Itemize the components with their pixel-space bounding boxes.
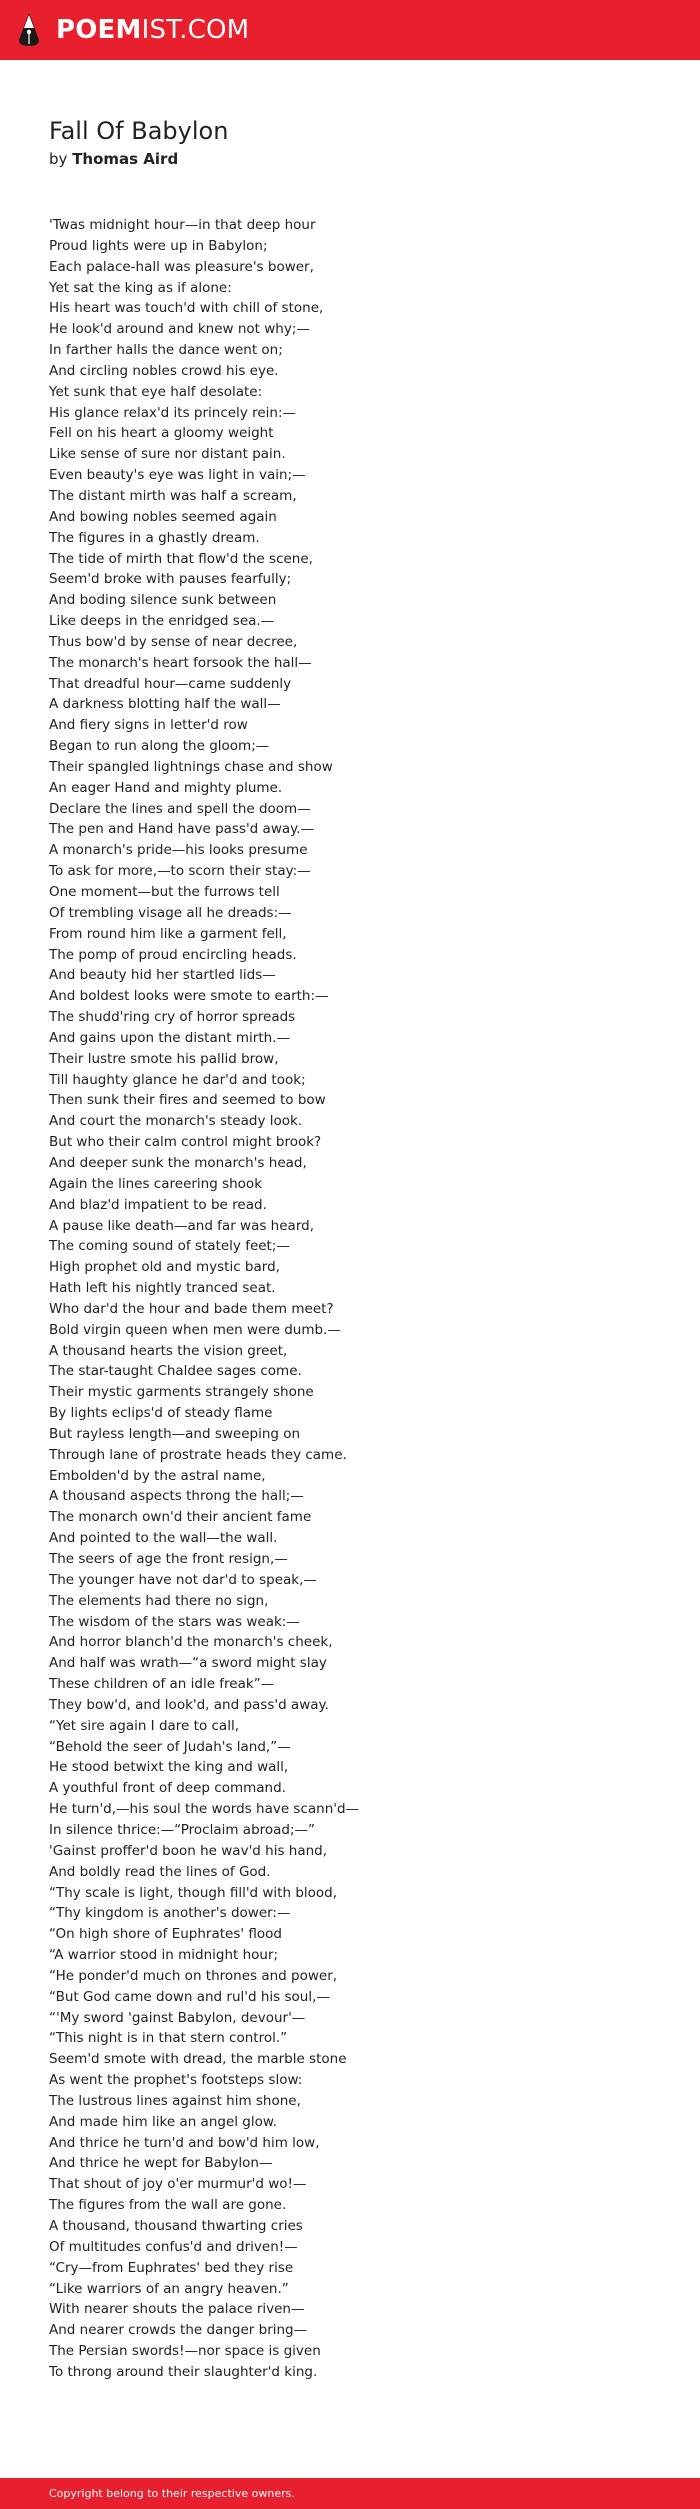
poem-line: To throng around their slaughter'd king. xyxy=(49,2363,318,2380)
poem-line: And court the monarch's steady look. xyxy=(49,1113,303,1130)
poem-line: And gains upon the distant mirth.— xyxy=(49,1029,290,1046)
poem-line: One moment—but the furrows tell xyxy=(49,884,280,900)
poem-line: “On high shore of Euphrates' flood xyxy=(49,1926,282,1943)
poem-line: Even beauty's eye was light in vain;— xyxy=(49,467,306,484)
poem-line: And bowing nobles seemed again xyxy=(49,508,277,525)
poem-line: The Persian swords!—nor space is given xyxy=(49,2343,321,2360)
poem-line: A monarch's pride—his looks presume xyxy=(49,842,308,859)
poem-line: And deeper sunk the monarch's head, xyxy=(49,1154,307,1171)
poem-line: As went the prophet's footsteps slow: xyxy=(49,2072,303,2089)
poem-line: “But God came down and rul'd his soul,— xyxy=(49,1988,330,2005)
poem-line: Seem'd broke with pauses fearfully; xyxy=(49,571,292,588)
poem-line: “Thy kingdom is another's dower:— xyxy=(49,1905,291,1922)
poem-line: “Yet sire again I dare to call, xyxy=(49,1717,239,1734)
by-label: by xyxy=(49,150,68,168)
poem-line: These children of an idle freak”— xyxy=(49,1676,275,1693)
poem-line: Thus bow'd by sense of near decree, xyxy=(49,633,298,650)
poem-line: “'My sword 'gainst Babylon, devour'— xyxy=(49,2009,306,2026)
poem-line: Declare the lines and spell the doom— xyxy=(49,800,311,817)
poem-line: “Like warriors of an angry heaven.” xyxy=(49,2280,289,2297)
logo-bold-text: POEM xyxy=(56,15,142,45)
poem-line: And boding silence sunk between xyxy=(49,592,277,609)
poem-line: Seem'd smote with dread, the marble stone xyxy=(49,2051,347,2068)
poem-line: Their mystic garments strangely shone xyxy=(49,1384,314,1401)
poem-line: His glance relax'd its princely rein:— xyxy=(49,404,297,421)
poem-line: With nearer shouts the palace riven— xyxy=(49,2301,305,2318)
poem-line: “He ponder'd much on thrones and power, xyxy=(49,1967,338,1984)
poem-line: That shout of joy o'er murmur'd wo!— xyxy=(49,2176,307,2193)
byline xyxy=(49,148,649,170)
site-footer xyxy=(0,2478,700,2509)
poem-line: Their spangled lightnings chase and show xyxy=(49,758,333,775)
poem-line: Then sunk their fires and seemed to bow xyxy=(49,1092,326,1109)
poem-line: Of trembling visage all he dreads:— xyxy=(49,904,292,921)
poem-line: In farther halls the dance went on; xyxy=(49,342,283,359)
poem-line: And thrice he wept for Babylon— xyxy=(49,2155,273,2172)
poem-line: His heart was touch'd with chill of stone, xyxy=(49,300,324,317)
poem-line: Of multitudes confus'd and driven!— xyxy=(49,2238,298,2255)
poem-line: He look'd around and knew not why;— xyxy=(49,321,310,338)
poem-line: The coming sound of stately feet;— xyxy=(49,1238,290,1255)
poem-line: And horror blanch'd the monarch's cheek, xyxy=(49,1634,333,1651)
poem-line: The pomp of proud encircling heads. xyxy=(49,946,297,963)
poem-line: The tide of mirth that flow'd the scene, xyxy=(49,550,313,567)
logo-light-text: IST.COM xyxy=(141,15,250,45)
poem-line: A youthful front of deep command. xyxy=(49,1780,286,1797)
poem-line: “Cry—from Euphrates' bed they rise xyxy=(49,2259,294,2276)
poem-line: A thousand hearts the vision greet, xyxy=(49,1342,288,1359)
site-header xyxy=(0,0,700,60)
poem-line: The star-taught Chaldee sages come. xyxy=(49,1363,302,1380)
poem-line: Their lustre smote his pallid brow, xyxy=(49,1050,279,1067)
poem-line: Bold virgin queen when men were dumb.— xyxy=(49,1321,341,1338)
poem-line: To ask for more,—to scorn their stay:— xyxy=(49,863,311,880)
poem-line: The monarch own'd their ancient fame xyxy=(49,1509,312,1526)
poem-line: In silence thrice:—“Proclaim abroad;—” xyxy=(49,1821,316,1838)
poem-line: And boldest looks were smote to earth:— xyxy=(49,988,329,1005)
poem-line: And blaz'd impatient to be read. xyxy=(49,1196,267,1213)
pen-nib-icon xyxy=(16,12,42,48)
poem-line: Through lane of prostrate heads they came. xyxy=(49,1446,347,1463)
poem-line: Fell on his heart a gloomy weight xyxy=(49,425,274,442)
poem-line: A pause like death—and far was heard, xyxy=(49,1217,314,1234)
poem-line: Hath left his nightly tranced seat. xyxy=(49,1280,276,1297)
poem-line: The seers of age the front resign,— xyxy=(49,1551,288,1567)
poem-line: But who their calm control might brook? xyxy=(49,1134,322,1151)
poem-line: And nearer crowds the danger bring— xyxy=(49,2322,308,2339)
poem-line: From round him like a garment fell, xyxy=(49,925,287,942)
poem-line: They bow'd, and look'd, and pass'd away. xyxy=(49,1696,329,1713)
poem-line: “Behold the seer of Judah's land,”— xyxy=(49,1738,291,1755)
poem-line: The figures in a ghastly dream. xyxy=(49,529,260,546)
site-logo[interactable] xyxy=(16,12,249,48)
author-name[interactable]: Thomas Aird xyxy=(72,150,179,168)
poem-line: Who dar'd the hour and bade them meet? xyxy=(49,1300,334,1317)
poem-line: Each palace-hall was pleasure's bower, xyxy=(49,258,314,275)
poem-line: The distant mirth was half a scream, xyxy=(49,487,297,504)
poem-line: “This night is in that stern control.” xyxy=(49,2030,288,2047)
poem-line: Yet sunk that eye half desolate: xyxy=(49,383,263,400)
poem-line: But rayless length—and sweeping on xyxy=(49,1425,301,1442)
poem-line: The shudd'ring cry of horror spreads xyxy=(49,1009,296,1026)
poem-line: A thousand, thousand thwarting cries xyxy=(49,2218,303,2234)
poem-line: Began to run along the gloom;— xyxy=(49,738,270,755)
poem-line: Proud lights were up in Babylon; xyxy=(49,237,268,254)
poem-line: And beauty hid her startled lids— xyxy=(49,967,276,984)
poem-line: “Thy scale is light, though fill'd with blood, xyxy=(49,1884,338,1901)
poem-line: The monarch's heart forsook the hall— xyxy=(49,654,312,671)
logo-wordmark xyxy=(56,12,249,48)
poem-line: That dreadful hour—came suddenly xyxy=(49,675,292,692)
poem-line: A thousand aspects throng the hall;— xyxy=(49,1488,304,1505)
poem-line: The pen and Hand have pass'd away.— xyxy=(49,821,314,838)
poem-line: The lustrous lines against him shone, xyxy=(49,2092,301,2109)
poem-line: Like sense of sure nor distant pain. xyxy=(49,446,286,463)
poem-line: The elements had there no sign, xyxy=(49,1592,269,1609)
poem-title: Fall Of Babylon xyxy=(49,117,229,145)
poem-line: By lights eclips'd of steady flame xyxy=(49,1405,273,1422)
poem-line: A darkness blotting half the wall— xyxy=(49,696,281,713)
poem-line: An eager Hand and mighty plume. xyxy=(49,779,283,796)
poem-line: And boldly read the lines of God. xyxy=(49,1863,271,1880)
poem-line: Yet sat the king as if alone: xyxy=(49,279,232,296)
poem-line: He turn'd,—his soul the words have scann'd— xyxy=(49,1801,360,1818)
poem-line: He stood betwixt the king and wall, xyxy=(49,1759,289,1776)
poem-line: And pointed to the wall—the wall. xyxy=(49,1530,278,1547)
poem-line: Till haughty glance he dar'd and took; xyxy=(49,1071,306,1088)
poem-line: 'Twas midnight hour—in that deep hour xyxy=(49,217,316,233)
poem-line: The figures from the wall are gone. xyxy=(49,2197,287,2214)
poem-line: And thrice he turn'd and bow'd him low, xyxy=(49,2134,320,2151)
poem-line: Embolden'd by the astral name, xyxy=(49,1467,266,1484)
poem-body xyxy=(49,215,649,2383)
poem-line: The wisdom of the stars was weak:— xyxy=(49,1613,300,1630)
poem-line: 'Gainst proffer'd boon he wav'd his hand, xyxy=(49,1842,328,1859)
poem-line: And fiery signs in letter'd row xyxy=(49,717,248,734)
copyright-text: Copyright belong to their respective owners. xyxy=(49,2487,295,2500)
poem-line: And half was wrath—“a sword might slay xyxy=(49,1655,327,1672)
poem-line: High prophet old and mystic bard, xyxy=(49,1259,280,1276)
poem-line: Like deeps in the enridged sea.— xyxy=(49,613,275,630)
poem-line: The younger have not dar'd to speak,— xyxy=(49,1571,317,1588)
poem-line: “A warrior stood in midnight hour; xyxy=(49,1947,279,1964)
poem-line: And made him like an angel glow. xyxy=(49,2113,277,2130)
poem-line: And circling nobles crowd his eye. xyxy=(49,362,279,379)
poem-content xyxy=(49,114,649,2383)
poem-line: Again the lines careering shook xyxy=(49,1175,263,1192)
